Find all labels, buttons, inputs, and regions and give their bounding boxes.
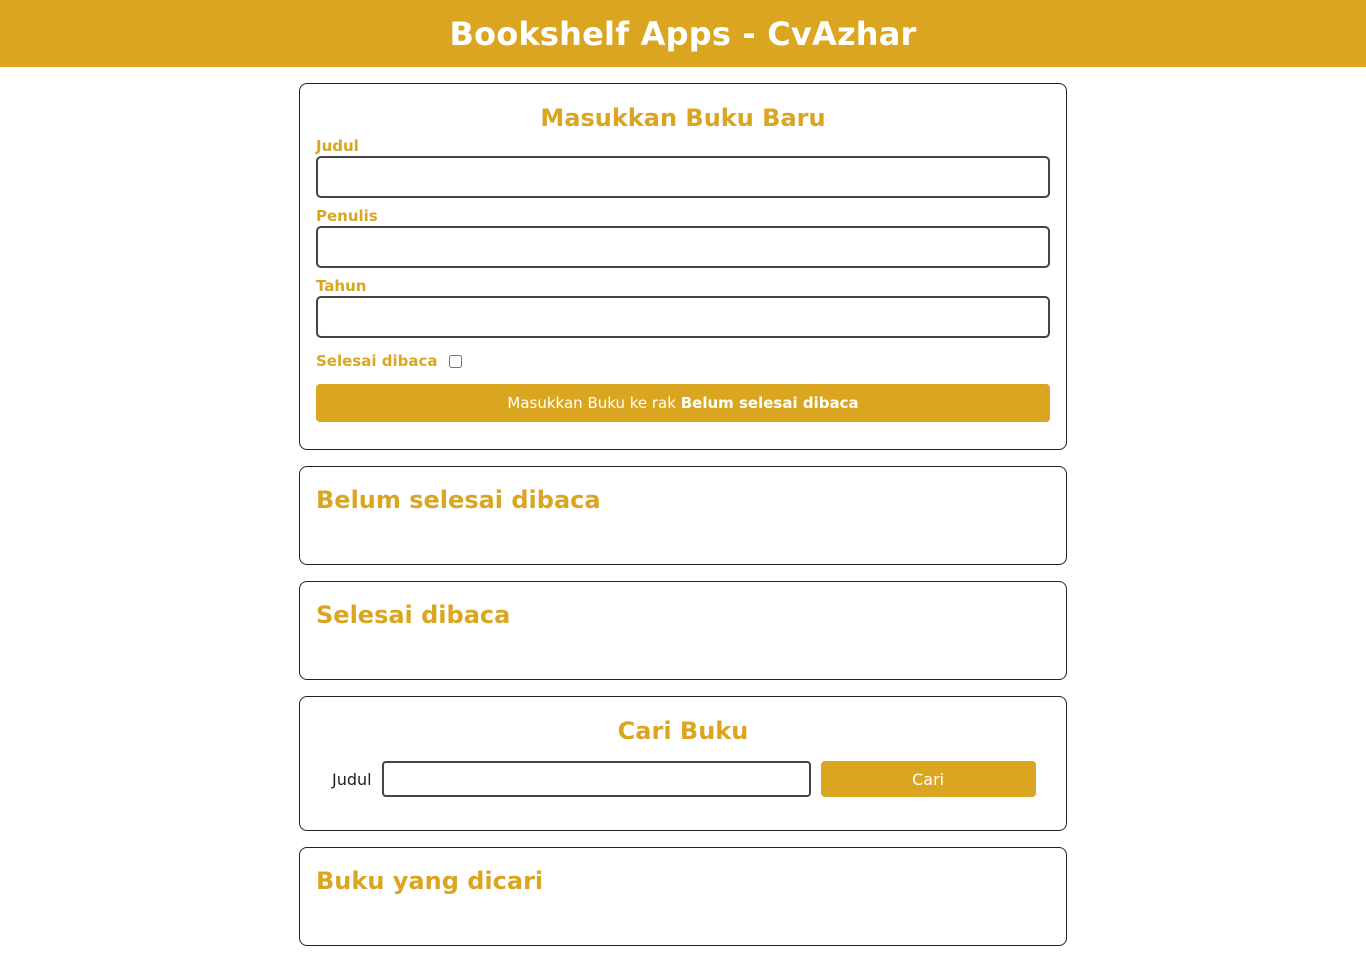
author-field-group <box>316 206 1050 268</box>
complete-checkbox-label: Selesai dibaca <box>316 352 438 370</box>
search-results-title: Buku yang dicari <box>316 867 544 895</box>
search-button[interactable]: Cari <box>821 761 1036 797</box>
year-field-group <box>316 276 1050 338</box>
main-content <box>299 67 1067 946</box>
submit-book-button[interactable] <box>316 384 1050 422</box>
complete-book-shelf <box>299 581 1067 680</box>
title-label: Judul <box>316 137 359 155</box>
title-field-group <box>316 136 1050 198</box>
search-input[interactable] <box>382 761 811 797</box>
complete-checkbox[interactable] <box>449 355 462 368</box>
search-form <box>316 761 1050 797</box>
author-input[interactable] <box>316 226 1050 268</box>
search-label: Judul <box>332 769 372 789</box>
year-input[interactable] <box>316 296 1050 338</box>
input-section-title: Masukkan Buku Baru <box>540 104 826 132</box>
search-section-title: Cari Buku <box>617 717 749 745</box>
complete-checkbox-group <box>316 346 1050 376</box>
author-label: Penulis <box>316 207 378 225</box>
incomplete-book-shelf <box>299 466 1067 565</box>
input-section <box>299 83 1067 450</box>
search-section <box>299 696 1067 831</box>
title-input[interactable] <box>316 156 1050 198</box>
submit-button-shelf: Belum selesai dibaca <box>680 394 859 412</box>
submit-button-prefix: Masukkan Buku ke rak <box>507 394 676 412</box>
search-results-section <box>299 847 1067 946</box>
app-header <box>0 0 1366 67</box>
incomplete-shelf-title: Belum selesai dibaca <box>316 486 601 514</box>
app-title: Bookshelf Apps - CvAzhar <box>449 14 917 53</box>
complete-shelf-title: Selesai dibaca <box>316 601 511 629</box>
year-label: Tahun <box>316 277 367 295</box>
